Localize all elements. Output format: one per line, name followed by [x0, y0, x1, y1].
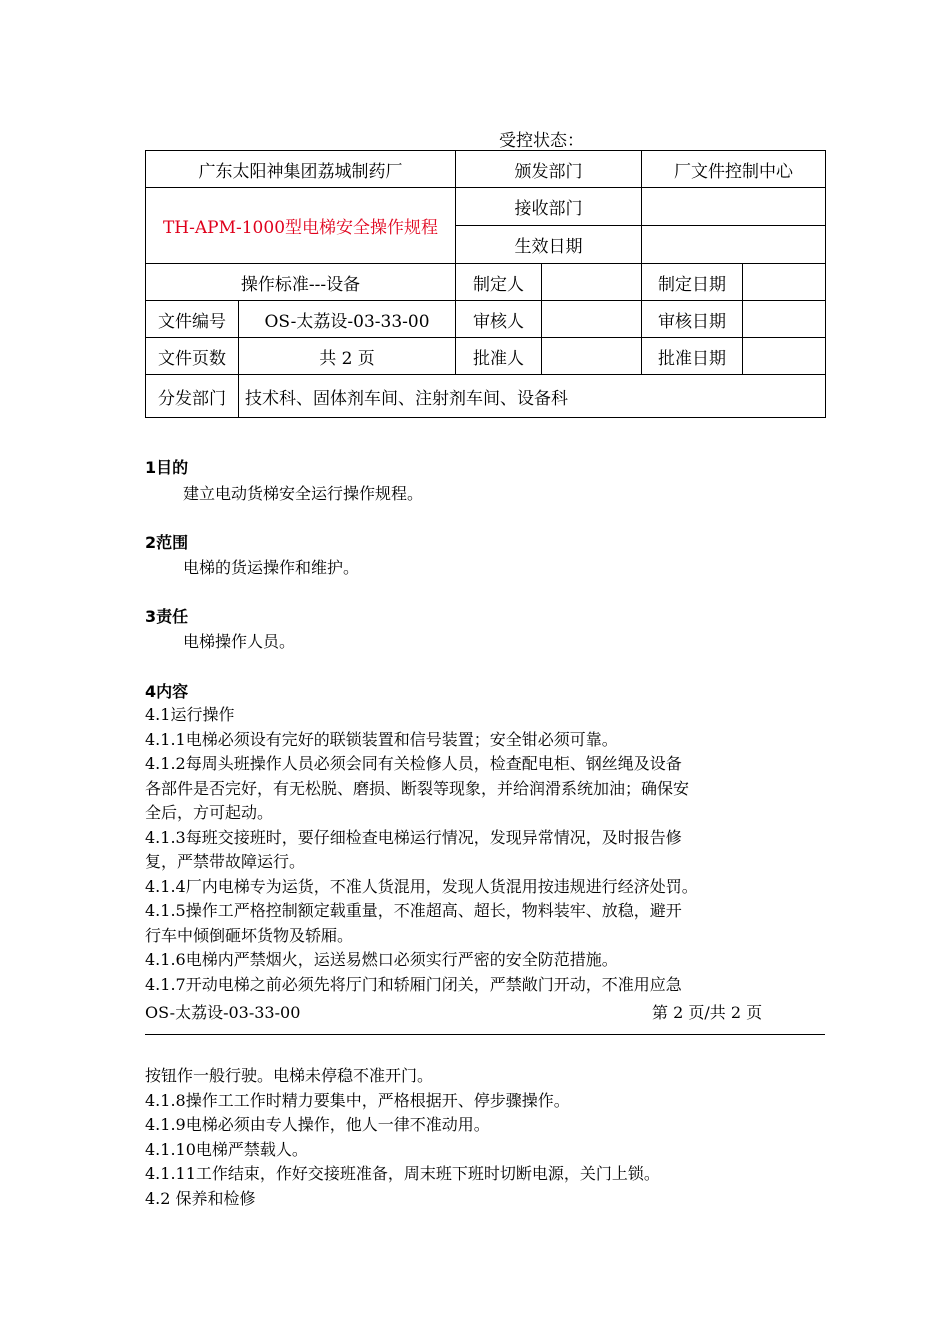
approve-date-value [743, 338, 826, 375]
content-line: 4.2 保养和检修 [145, 1188, 256, 1208]
issue-dept-value: 厂文件控制中心 [642, 151, 826, 188]
pages-value: 共 2 页 [239, 338, 456, 375]
content-line: 4.1.8操作工工作时精力要集中，严格根据开、停步骤操作。 [145, 1090, 570, 1110]
content-line: 按钮作一般行驶。电梯未停稳不准开门。 [145, 1066, 434, 1085]
doc-no-value: OS-太荔设-03-33-00 [239, 301, 456, 338]
effective-date-label: 生效日期 [456, 226, 642, 264]
reviewer-value [542, 301, 642, 338]
content-line: 4.1.5操作工严格控制额定载重量，不准超高、超长，物料装牢、放稳，避开 [145, 901, 682, 920]
section-3-text: 电梯操作人员。 [183, 632, 296, 651]
content-line: 各部件是否完好，有无松脱、磨损、断裂等现象，并给润滑系统加油；确保安 [145, 778, 690, 798]
section-4-title: 4内容 [145, 682, 189, 701]
content-line: 4.1.7开动电梯之前必须先将厅门和轿厢门闭关，严禁敞门开动，不准用应急 [145, 974, 682, 994]
recv-dept-label: 接收部门 [456, 188, 642, 226]
content-line: 4.1.3每班交接班时，要仔细检查电梯运行情况，发现异常情况，及时报告修 [145, 827, 682, 847]
reviewer-label: 审核人 [456, 301, 542, 338]
footer-page-number: 第 2 页/共 2 页 [652, 1003, 763, 1022]
content-line: 4.1.2每周头班操作人员必须会同有关检修人员，检查配电柜、钢丝绳及设备 [145, 754, 682, 773]
content-line: 4.1.6电梯内严禁烟火，运送易燃口必须实行严密的安全防范措施。 [145, 950, 618, 969]
dist-value: 技术科、固体剂车间、注射剂车间、设备科 [239, 375, 826, 418]
review-date-value [743, 301, 826, 338]
drafter-label: 制定人 [456, 264, 542, 301]
company-name: 广东太阳神集团荔城制药厂 [146, 151, 456, 188]
pages-label: 文件页数 [146, 338, 239, 375]
page-divider [145, 1034, 825, 1035]
content-line: 4.1.1电梯必须设有完好的联锁装置和信号装置；安全钳必须可靠。 [145, 729, 618, 749]
section-2-text: 电梯的货运操作和维护。 [183, 558, 360, 577]
content-line: 复，严禁带故障运行。 [145, 852, 306, 871]
page2-block [145, 1064, 815, 1211]
section-3-title: 3责任 [145, 607, 189, 626]
section-1-title: 1目的 [145, 458, 189, 477]
dist-label: 分发部门 [146, 375, 239, 418]
control-status: 受控状态： [499, 131, 584, 151]
content-line: 4.1.9电梯必须由专人操作，他人一律不准动用。 [145, 1115, 490, 1134]
doc-title: TH-APM-1000型电梯安全操作规程 [146, 188, 456, 264]
content-line: 行车中倾倒砸坏货物及轿厢。 [145, 925, 354, 945]
footer-doc-no: OS-太荔设-03-33-00 [145, 1003, 301, 1022]
drafter-value [542, 264, 642, 301]
draft-date-value [743, 264, 826, 301]
approver-label: 批准人 [456, 338, 542, 375]
header-table [145, 150, 826, 418]
section-1-text: 建立电动货梯安全运行操作规程。 [183, 484, 424, 503]
recv-dept-value [642, 188, 826, 226]
content-line: 4.1.11工作结束，作好交接班准备，周末班下班时切断电源，关门上锁。 [145, 1164, 660, 1183]
approve-date-label: 批准日期 [642, 338, 743, 375]
section-2-title: 2范围 [145, 533, 189, 552]
approver-value [542, 338, 642, 375]
review-date-label: 审核日期 [642, 301, 743, 338]
draft-date-label: 制定日期 [642, 264, 743, 301]
doc-no-label: 文件编号 [146, 301, 239, 338]
content-line: 4.1运行操作 [145, 705, 235, 724]
standard-type: 操作标准---设备 [146, 264, 456, 301]
effective-date-value [642, 226, 826, 264]
content-line: 4.1.4厂内电梯专为运货，不准人货混用，发现人货混用按违规进行经济处罚。 [145, 876, 698, 896]
content-line: 全后，方可起动。 [145, 803, 274, 822]
content-block [145, 703, 815, 997]
content-line: 4.1.10电梯严禁载人。 [145, 1139, 308, 1159]
issue-dept-label: 颁发部门 [456, 151, 642, 188]
